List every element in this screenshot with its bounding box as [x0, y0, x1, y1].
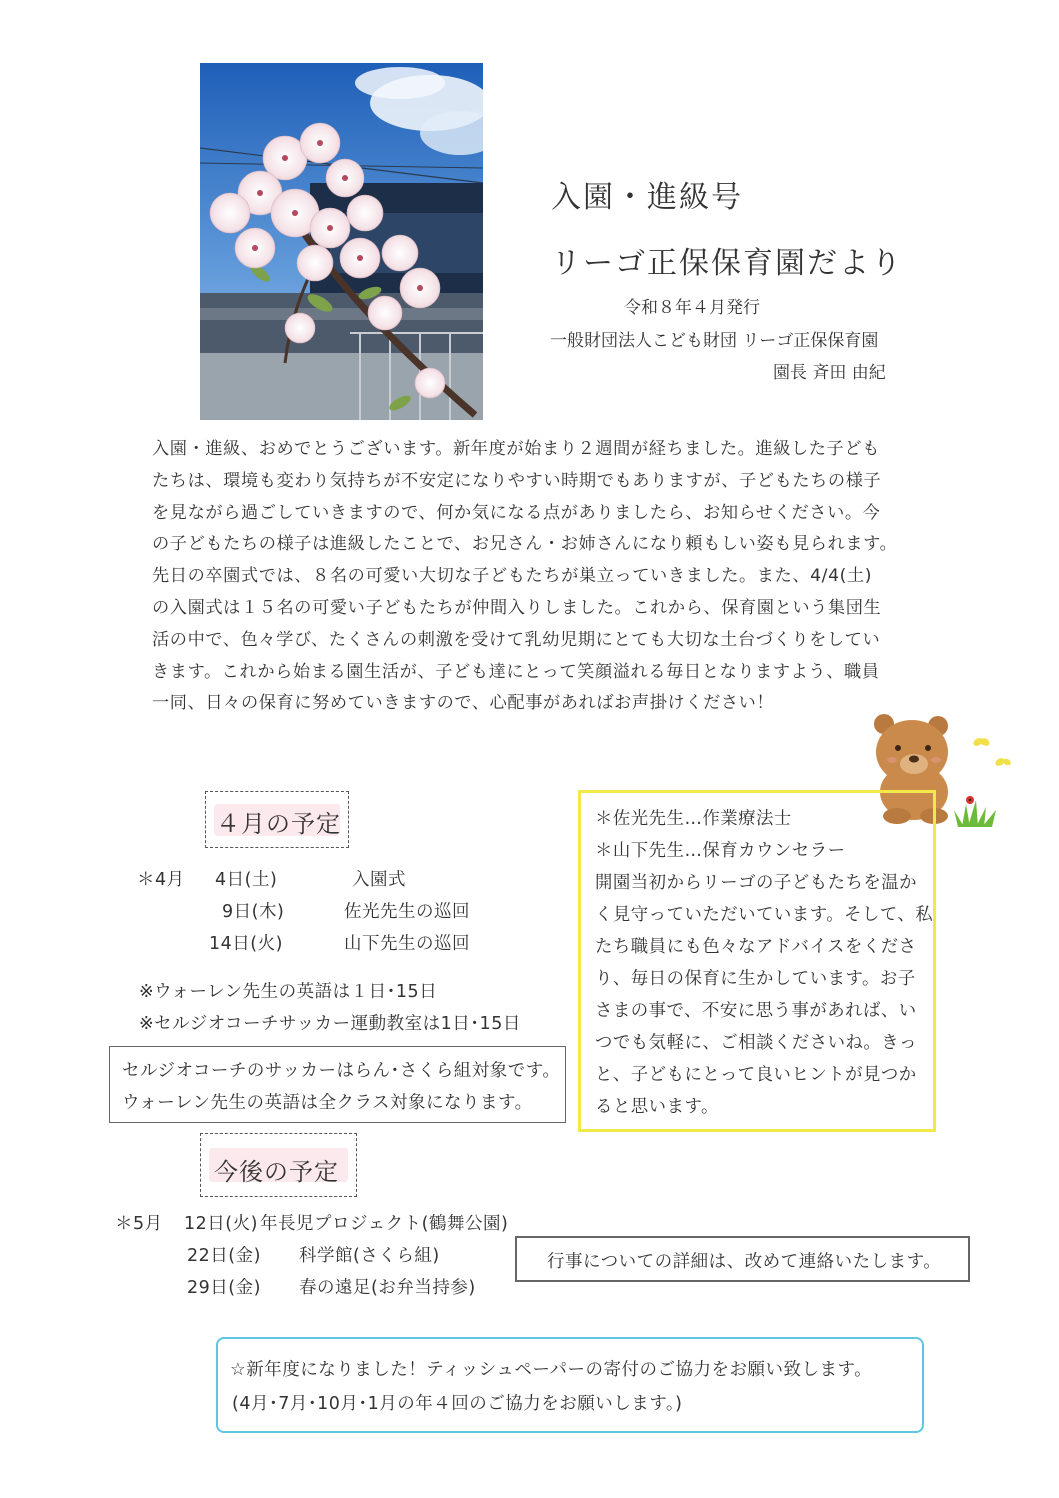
class-target-line: ウォーレン先生の英語は全クラス対象になります。: [122, 1093, 533, 1113]
april-note: ※ウォーレン先生の英語は１日･15日: [139, 982, 438, 1002]
teachers-line: つでも気軽に、ご相談くださいね。きっ: [595, 1033, 918, 1053]
newsletter-title-line1: 入園・進級号: [551, 180, 743, 215]
teachers-info-box: [578, 790, 936, 1132]
april-schedule-heading: [205, 791, 349, 848]
april-note: ※セルジオコーチサッカー運動教室は1日･15日: [139, 1014, 521, 1034]
organization-name: 一般財団法人こども財団 リーゴ正保保育園: [550, 331, 879, 351]
class-target-line: セルジオコーチのサッカーはらん･さくら組対象です。: [122, 1061, 561, 1081]
intro-line: の入園式は１５名の可愛い子どもたちが仲間入りしました。これから、保育園という集団生: [152, 597, 882, 618]
intro-line: たちは、環境も変わり気持ちが不安定になりやすい時期でもありますが、子どもたちの様子: [152, 470, 882, 491]
teachers-line: く見守っていただいています。そして、私: [595, 905, 934, 925]
teachers-line: 開園当初からリーゴの子どもたちを温か: [595, 873, 918, 893]
event-date: 9日(木): [222, 902, 285, 922]
teachers-line: さまの事で、不安に思う事があれば、い: [595, 1001, 917, 1021]
event-date: 14日(火): [209, 934, 283, 954]
future-schedule-heading: [200, 1133, 357, 1197]
tissue-line1: ☆新年度になりました！ティッシュペーパーの寄付のご協力をお願い致します。: [230, 1360, 873, 1380]
event-name: 入園式: [352, 870, 406, 890]
may-month-label: ＊5月: [115, 1214, 163, 1234]
teachers-line: り、毎日の保育に生かしています。お子: [595, 969, 916, 989]
event-date: 4日(土): [215, 870, 278, 890]
event-date: 29日(金): [187, 1278, 261, 1298]
event-name: 春の遠足(お弁当持参): [299, 1278, 476, 1298]
intro-line: 入園・進級、おめでとうございます。新年度が始まり２週間が経ちました。進級した子ども: [152, 439, 880, 459]
detail-note-box: [515, 1236, 970, 1282]
detail-note-text: 行事についての詳細は、改めて連絡いたします。: [547, 1252, 942, 1272]
intro-line: を見ながら過ごしていきますので、何か気になる点がありましたら、お知らせください。今: [152, 502, 881, 523]
april-heading-text: ４月の予定: [216, 810, 341, 838]
event-name: 山下先生の巡回: [344, 934, 470, 954]
teachers-line: ＊佐光先生…作業療法士: [595, 809, 792, 829]
future-heading-text: 今後の予定: [214, 1158, 339, 1186]
director-name: 園長 斉田 由紀: [773, 363, 886, 383]
event-name: 佐光先生の巡回: [344, 902, 470, 922]
teachers-line: たち職員にも色々なアドバイスをくださ: [595, 937, 917, 957]
event-date: 22日(金): [187, 1246, 261, 1266]
event-name: 年長児プロジェクト(鶴舞公園): [260, 1214, 509, 1234]
teachers-line: と、子どもにとって良いヒントが見つか: [595, 1065, 917, 1085]
april-month-label: ＊4月: [137, 870, 185, 890]
event-name: 科学館(さくら組): [299, 1246, 440, 1266]
class-target-box: [109, 1046, 566, 1123]
tissue-donation-box: [216, 1337, 924, 1433]
intro-line: 先日の卒園式では、８名の可愛い大切な子どもたちが巣立っていきました。また、4/4(土): [152, 566, 873, 587]
teachers-line: ると思います。: [595, 1097, 719, 1117]
intro-line: 活の中で、色々学び、たくさんの刺激を受けて乳幼児期にとても大切な土台づくりをしてい: [152, 629, 881, 650]
intro-line: 一同、日々の保育に努めていきますので、心配事があればお声掛けください！: [152, 693, 775, 714]
intro-paragraph: [152, 434, 918, 720]
intro-line: の子どもたちの様子は進級したことで、お兄さん・お姉さんになり頼もしい姿も見られます。: [152, 534, 898, 555]
issue-date: 令和８年４月発行: [624, 298, 760, 318]
cherry-blossom-photo: [200, 63, 483, 420]
teachers-line: ＊山下先生…保育カウンセラー: [595, 841, 846, 861]
tissue-line2: (4月･7月･10月･1月の年４回のご協力をお願いします。): [232, 1394, 683, 1414]
newsletter-title-line2: リーゴ正保保育園だより: [551, 246, 903, 281]
intro-line: きます。これから始まる園生活が、子ども達にとって笑顔溢れる毎日となりますよう、職員: [152, 661, 880, 682]
event-date: 12日(火): [184, 1214, 258, 1234]
